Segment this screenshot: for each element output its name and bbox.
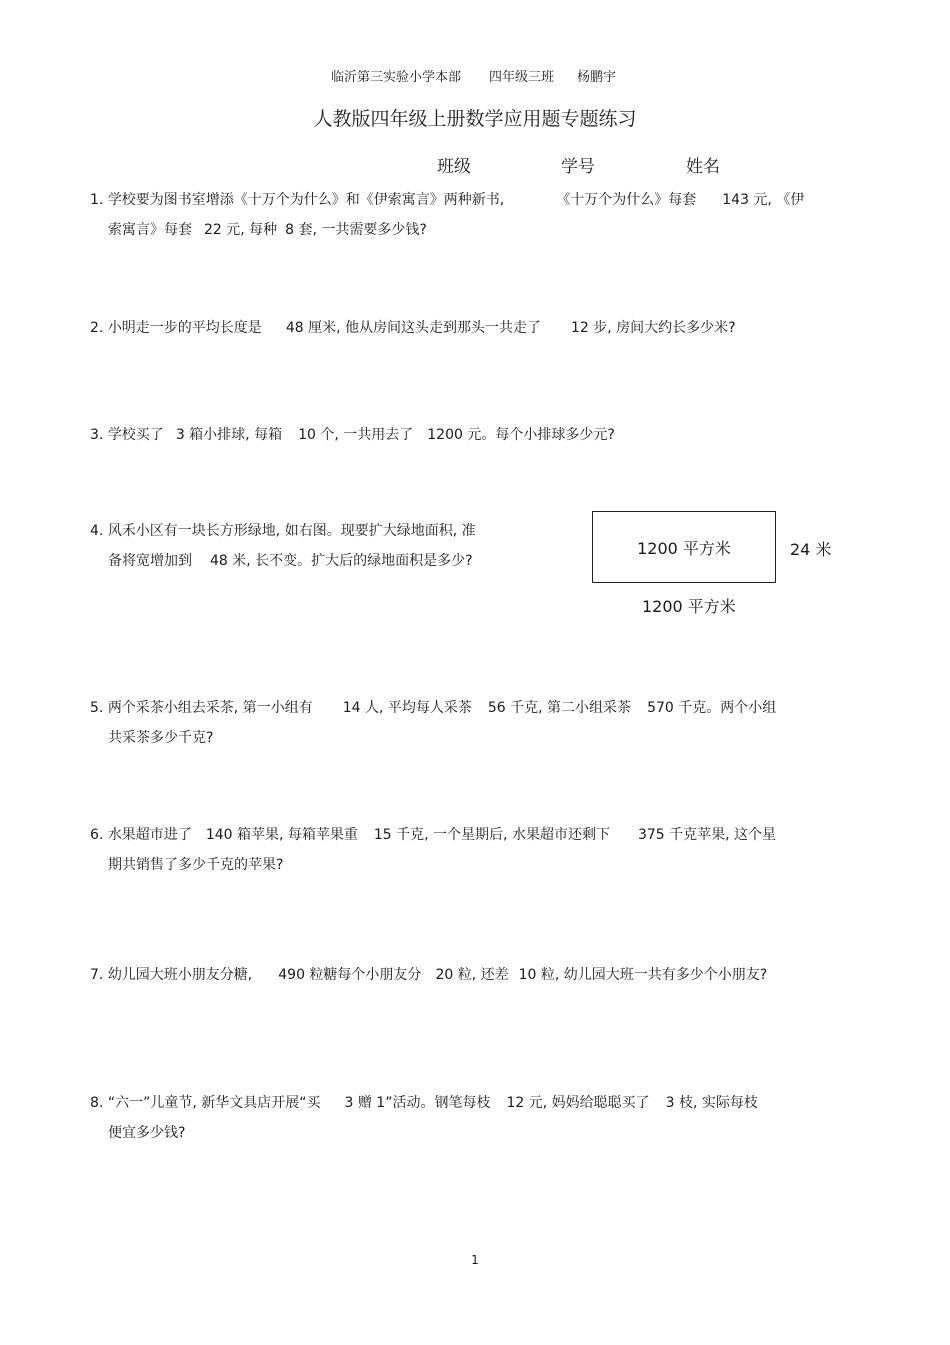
question-1 <box>90 185 804 245</box>
question-number: 5. <box>90 700 104 716</box>
question-text: 22 元, 每种 <box>204 222 278 238</box>
question-7 <box>90 960 767 990</box>
question-text: 10 粒, 幼儿园大班一共有多少个小朋友? <box>518 967 768 983</box>
name-field-label: 姓名 <box>686 157 720 177</box>
question-text: “六一”儿童节, 新华文具店开展“买 <box>107 1095 321 1111</box>
question-text: 15 千克, 一个星期后, 水果超市还剩下 <box>373 827 610 843</box>
question-6 <box>90 820 776 880</box>
question-text: 570 千克。两个小组 <box>647 700 777 716</box>
class-field-label: 班级 <box>437 157 471 177</box>
question-text: 两个采茶小组去采茶, 第一小组有 <box>107 700 313 716</box>
question-number: 7. <box>90 967 104 983</box>
student-number-field-label: 学号 <box>561 157 595 177</box>
question-text: 140 箱苹果, 每箱苹果重 <box>205 827 358 843</box>
question-text: 小明走一步的平均长度是 <box>107 320 262 336</box>
question-text: 375 千克苹果, 这个星 <box>637 827 777 843</box>
question-text: 56 千克, 第二小组采茶 <box>487 700 632 716</box>
page-title: 人教版四年级上册数学应用题专题练习 <box>313 108 637 130</box>
question-text: 备将宽增加到 <box>108 553 192 569</box>
question-text: 490 粒糖每个小朋友分 <box>278 967 422 983</box>
question-text: 幼儿园大班小朋友分糖, <box>107 967 253 983</box>
green-area-rectangle <box>592 511 776 583</box>
header-class: 四年级三班 <box>489 70 555 85</box>
question-text: 1200 元。每个小排球多少元? <box>427 427 615 443</box>
question-number: 2. <box>90 320 104 336</box>
page-number: 1 <box>471 1253 479 1267</box>
question-2 <box>90 313 736 343</box>
question-text: 3 赠 1”活动。钢笔每枝 <box>344 1095 491 1111</box>
header-author: 杨鹏宇 <box>577 70 617 85</box>
question-text: 14 人, 平均每人采茶 <box>342 700 472 716</box>
question-8 <box>90 1088 758 1148</box>
question-text: 期共销售了多少千克的苹果? <box>108 857 284 873</box>
question-text: 12 元, 妈妈给聪聪买了 <box>506 1095 650 1111</box>
question-text: 20 粒, 还差 <box>435 967 509 983</box>
question-number: 6. <box>90 827 104 843</box>
question-text: 索寓言》每套 <box>108 222 192 238</box>
question-text: 学校买了 <box>107 427 164 443</box>
area-label: 1200 平方米 <box>637 538 731 558</box>
question-text: 10 个, 一共用去了 <box>298 427 414 443</box>
question-text: 3 枝, 实际每枝 <box>665 1095 758 1111</box>
question-text: 共采茶多少千克? <box>108 730 214 746</box>
question-text: 3 箱小排球, 每箱 <box>175 427 283 443</box>
question-number: 1. <box>90 192 104 208</box>
question-number: 4. <box>90 523 104 539</box>
question-text: 12 步, 房间大约长多少米? <box>570 320 736 336</box>
header-school: 临沂第三实验小学本部 <box>331 70 462 85</box>
question-text: 48 厘米, 他从房间这头走到那头一共走了 <box>285 320 541 336</box>
width-label: 24 米 <box>790 540 832 559</box>
question-text: 《十万个为什么》每套 <box>556 192 697 208</box>
length-label: 1200 平方米 <box>642 597 736 616</box>
question-number: 8. <box>90 1095 104 1111</box>
question-5 <box>90 693 776 753</box>
question-text: 学校要为图书室增添《十万个为什么》和《伊索寓言》两种新书, <box>107 192 505 208</box>
question-text: 水果超市进了 <box>107 827 192 843</box>
question-text: 便宜多少钱? <box>108 1125 186 1141</box>
question-text: 48 米, 长不变。扩大后的绿地面积是多少? <box>210 553 473 569</box>
question-text: 8 套, 一共需要多少钱? <box>285 222 427 238</box>
question-text: 143 元, 《伊 <box>722 192 805 208</box>
question-3 <box>90 420 615 450</box>
question-text: 风禾小区有一块长方形绿地, 如右图。现要扩大绿地面积, 准 <box>107 523 476 539</box>
question-4 <box>90 516 476 576</box>
question-number: 3. <box>90 427 104 443</box>
